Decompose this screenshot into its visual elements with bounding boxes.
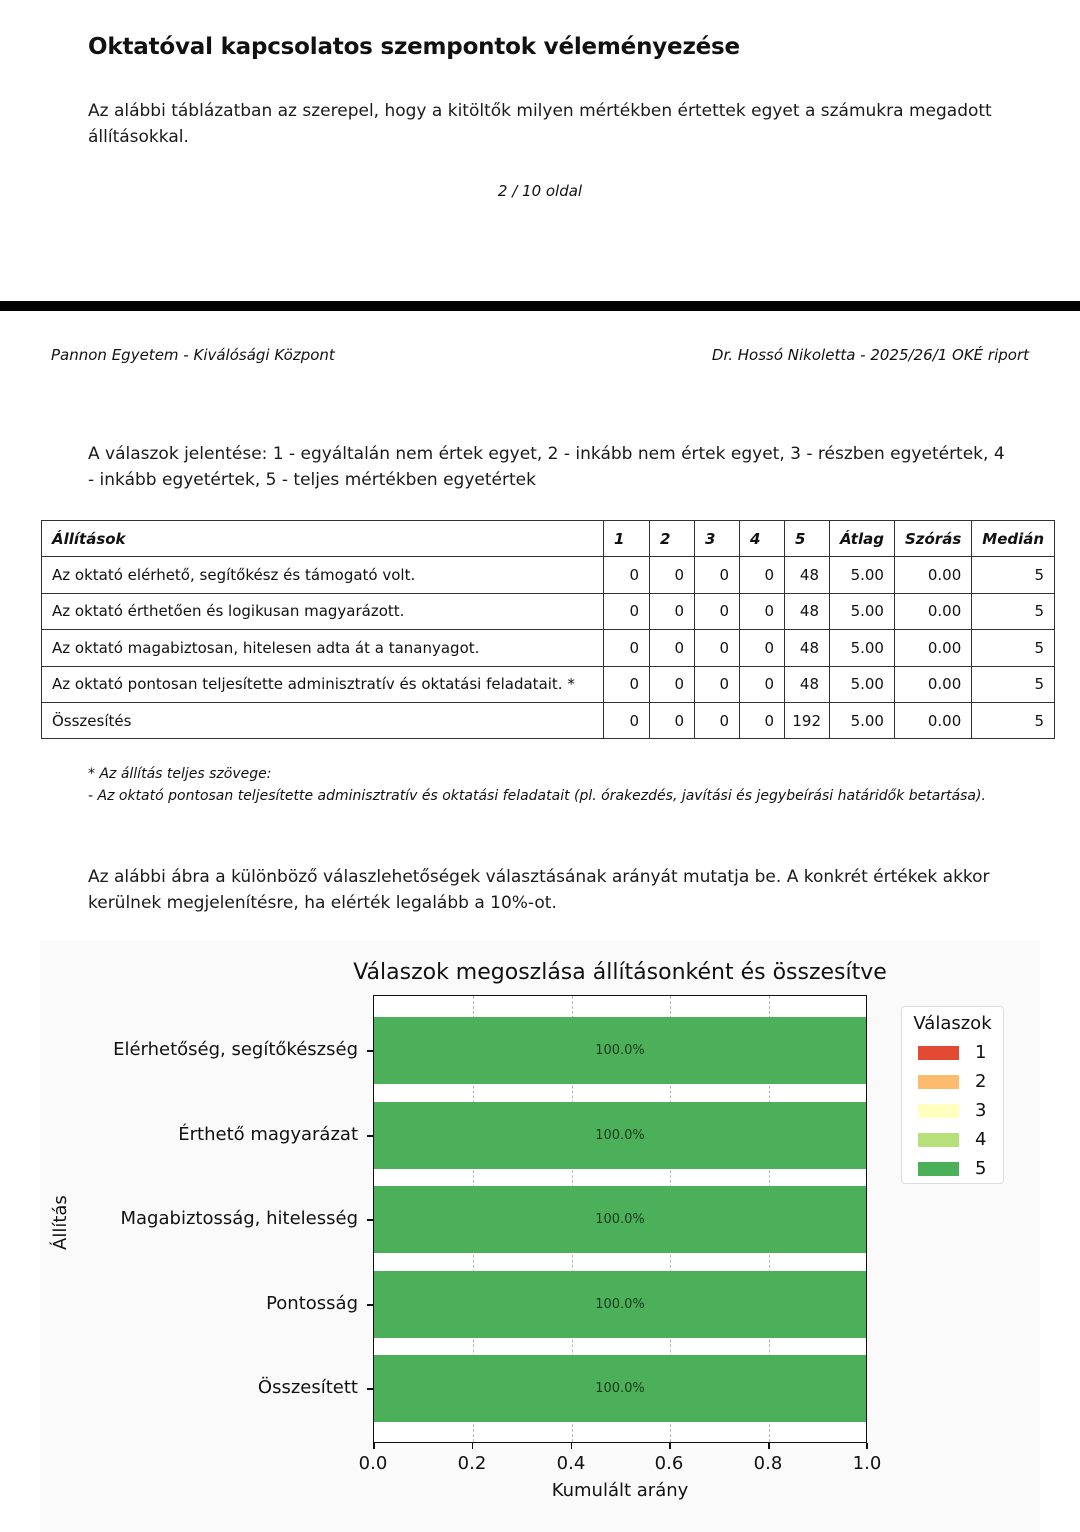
bar-punctuality: [374, 1271, 866, 1338]
cell-count-3: 0: [695, 630, 740, 666]
cell-count-5: 48: [785, 557, 830, 593]
col-header-mean: Átlag: [830, 521, 895, 557]
col-header-median: Medián: [972, 521, 1055, 557]
cell-count-4: 0: [740, 557, 785, 593]
cell-median: 5: [972, 557, 1055, 593]
cell-count-1: 0: [604, 630, 650, 666]
cell-median: 5: [972, 702, 1055, 738]
footnote-text: - Az oktató pontosan teljesítette adminisztratív és oktatási feladatait (pl. órakezdés, javítási és jegybeírási határidők betartása).: [88, 788, 986, 804]
section-title: Oktatóval kapcsolatos szempontok véleményezése: [88, 34, 740, 60]
y-tick-label: Elérhetőség, segítőkészség: [113, 1039, 358, 1060]
x-tick-mark: [373, 1443, 375, 1449]
cell-statement: Az oktató pontosan teljesítette adminisztratív és oktatási feladatait. *: [42, 666, 604, 702]
legend-item-2: [902, 1067, 1003, 1096]
cell-count-3: 0: [695, 593, 740, 629]
legend-label: 2: [975, 1071, 987, 1092]
bar-value-label: 100.0%: [595, 1381, 645, 1396]
chart-title: Válaszok megoszlása állításonként és összesítve: [353, 960, 887, 985]
legend-label: 1: [975, 1042, 987, 1063]
x-tick-label: 0.6: [654, 1453, 684, 1474]
legend-label: 3: [975, 1100, 987, 1121]
legend-label: 5: [975, 1158, 987, 1179]
cell-count-5: 192: [785, 702, 830, 738]
x-tick-label: 1.0: [852, 1453, 882, 1474]
x-axis-title: Kumulált arány: [551, 1480, 689, 1501]
bar-value-label: 100.0%: [595, 1127, 645, 1143]
y-tick-mark: [367, 1050, 373, 1052]
cell-count-2: 0: [650, 630, 695, 666]
table-row: [42, 557, 1055, 593]
cell-count-2: 0: [650, 666, 695, 702]
cell-count-5: 48: [785, 593, 830, 629]
legend-label: 4: [975, 1129, 987, 1150]
cell-median: 5: [972, 666, 1055, 702]
col-header-5: 5: [785, 521, 830, 557]
cell-statement: Az oktató elérhető, segítőkész és támogató volt.: [42, 557, 604, 593]
cell-count-5: 48: [785, 666, 830, 702]
col-header-3: 3: [695, 521, 740, 557]
y-tick-label: Összesített: [257, 1377, 358, 1398]
cell-count-1: 0: [604, 702, 650, 738]
legend-title: Válaszok: [913, 1013, 992, 1034]
legend-swatch-yellow: [918, 1104, 959, 1118]
cell-count-2: 0: [650, 702, 695, 738]
cell-median: 5: [972, 593, 1055, 629]
y-axis-title: Állítás: [50, 1195, 71, 1250]
col-header-1: 1: [604, 521, 650, 557]
bar-value-label: 100.0%: [595, 1212, 645, 1227]
x-tick-mark: [571, 1443, 573, 1449]
cell-count-1: 0: [604, 666, 650, 702]
cell-count-3: 0: [695, 702, 740, 738]
bar-availability: [374, 1017, 866, 1084]
bar-value-label: 100.0%: [595, 1296, 645, 1312]
header-report: Dr. Hossó Nikoletta - 2025/26/1 OKÉ riport: [711, 346, 1029, 364]
x-tick-mark: [768, 1443, 770, 1449]
x-tick-label: 0.0: [358, 1453, 388, 1474]
cell-stddev: 0.00: [894, 557, 971, 593]
cell-stddev: 0.00: [894, 593, 971, 629]
x-tick-label: 0.8: [753, 1453, 783, 1474]
x-tick-mark: [472, 1443, 474, 1449]
y-tick-label: Érthető magyarázat: [178, 1124, 358, 1145]
chart-plot-area: [373, 995, 867, 1443]
cell-statement: Összesítés: [42, 702, 604, 738]
cell-stddev: 0.00: [894, 666, 971, 702]
cell-count-1: 0: [604, 593, 650, 629]
legend-item-1: [902, 1038, 1003, 1067]
col-header-4: 4: [740, 521, 785, 557]
x-tick-mark: [866, 1443, 868, 1449]
cell-statement: Az oktató magabiztosan, hitelesen adta át a tananyagot.: [42, 630, 604, 666]
intro-paragraph: Az alábbi táblázatban az szerepel, hogy a kitöltők milyen mértékben értettek egyet a számukra megadott állításokkal.: [88, 101, 992, 147]
legend-item-4: [902, 1125, 1003, 1154]
x-tick-mark: [669, 1443, 671, 1449]
cell-stddev: 0.00: [894, 702, 971, 738]
cell-mean: 5.00: [830, 630, 895, 666]
chart-legend: [901, 1006, 1004, 1184]
table-row-summary: [42, 702, 1055, 738]
page-number: 2 / 10 oldal: [497, 182, 583, 200]
cell-count-1: 0: [604, 557, 650, 593]
cell-count-3: 0: [695, 557, 740, 593]
cell-count-3: 0: [695, 666, 740, 702]
legend-swatch-red: [918, 1046, 959, 1060]
cell-median: 5: [972, 630, 1055, 666]
bar-value-label: 100.0%: [595, 1043, 645, 1058]
cell-stddev: 0.00: [894, 630, 971, 666]
bar-summary: [374, 1355, 866, 1422]
legend-swatch-green: [918, 1162, 959, 1176]
footnote-heading: * Az állítás teljes szövege:: [88, 766, 272, 782]
x-tick-label: 0.2: [457, 1453, 487, 1474]
col-header-statements: Állítások: [42, 521, 604, 557]
cell-count-4: 0: [740, 666, 785, 702]
cell-mean: 5.00: [830, 557, 895, 593]
y-tick-mark: [367, 1135, 373, 1137]
cell-statement: Az oktató érthetően és logikusan magyarázott.: [42, 593, 604, 629]
cell-count-2: 0: [650, 593, 695, 629]
statements-table: [41, 520, 1055, 739]
cell-count-2: 0: [650, 557, 695, 593]
bar-confidence: [374, 1186, 866, 1253]
header-institution: Pannon Egyetem - Kiválósági Központ: [51, 346, 335, 364]
legend-item-3: [902, 1096, 1003, 1125]
table-row: [42, 593, 1055, 629]
y-tick-label: Pontosság: [266, 1293, 358, 1314]
chart-intro-paragraph: Az alábbi ábra a különböző válaszlehetőségek választásának arányát mutatja be. A konkrét értékek akkor kerülnek megjelenítésre, ha elérték legalább a 10%-ot.: [88, 867, 990, 913]
legend-swatch-orange: [918, 1075, 959, 1089]
col-header-2: 2: [650, 521, 695, 557]
answer-legend-text: A válaszok jelentése: 1 - egyáltalán nem értek egyet, 2 - inkább nem értek egyet, 3 - részben egyetértek, 4 - inkább egyetértek, 5 - teljes mértékben egyetértek: [88, 444, 1005, 490]
cell-mean: 5.00: [830, 593, 895, 629]
table-row: [42, 666, 1055, 702]
footnote: [88, 763, 988, 807]
table-header-row: [42, 521, 1055, 557]
y-tick-mark: [367, 1219, 373, 1221]
cell-count-4: 0: [740, 630, 785, 666]
y-tick-mark: [367, 1304, 373, 1306]
x-tick-label: 0.4: [556, 1453, 586, 1474]
cell-mean: 5.00: [830, 702, 895, 738]
cell-mean: 5.00: [830, 666, 895, 702]
col-header-stddev: Szórás: [894, 521, 971, 557]
cell-count-4: 0: [740, 702, 785, 738]
y-tick-mark: [367, 1388, 373, 1390]
legend-swatch-light-green: [918, 1133, 959, 1147]
page-separator: [0, 301, 1080, 311]
legend-item-5: [902, 1154, 1003, 1183]
cell-count-5: 48: [785, 630, 830, 666]
y-tick-label: Magabiztosság, hitelesség: [120, 1208, 358, 1229]
table-row: [42, 630, 1055, 666]
cell-count-4: 0: [740, 593, 785, 629]
bar-clear-explanation: [374, 1102, 866, 1169]
